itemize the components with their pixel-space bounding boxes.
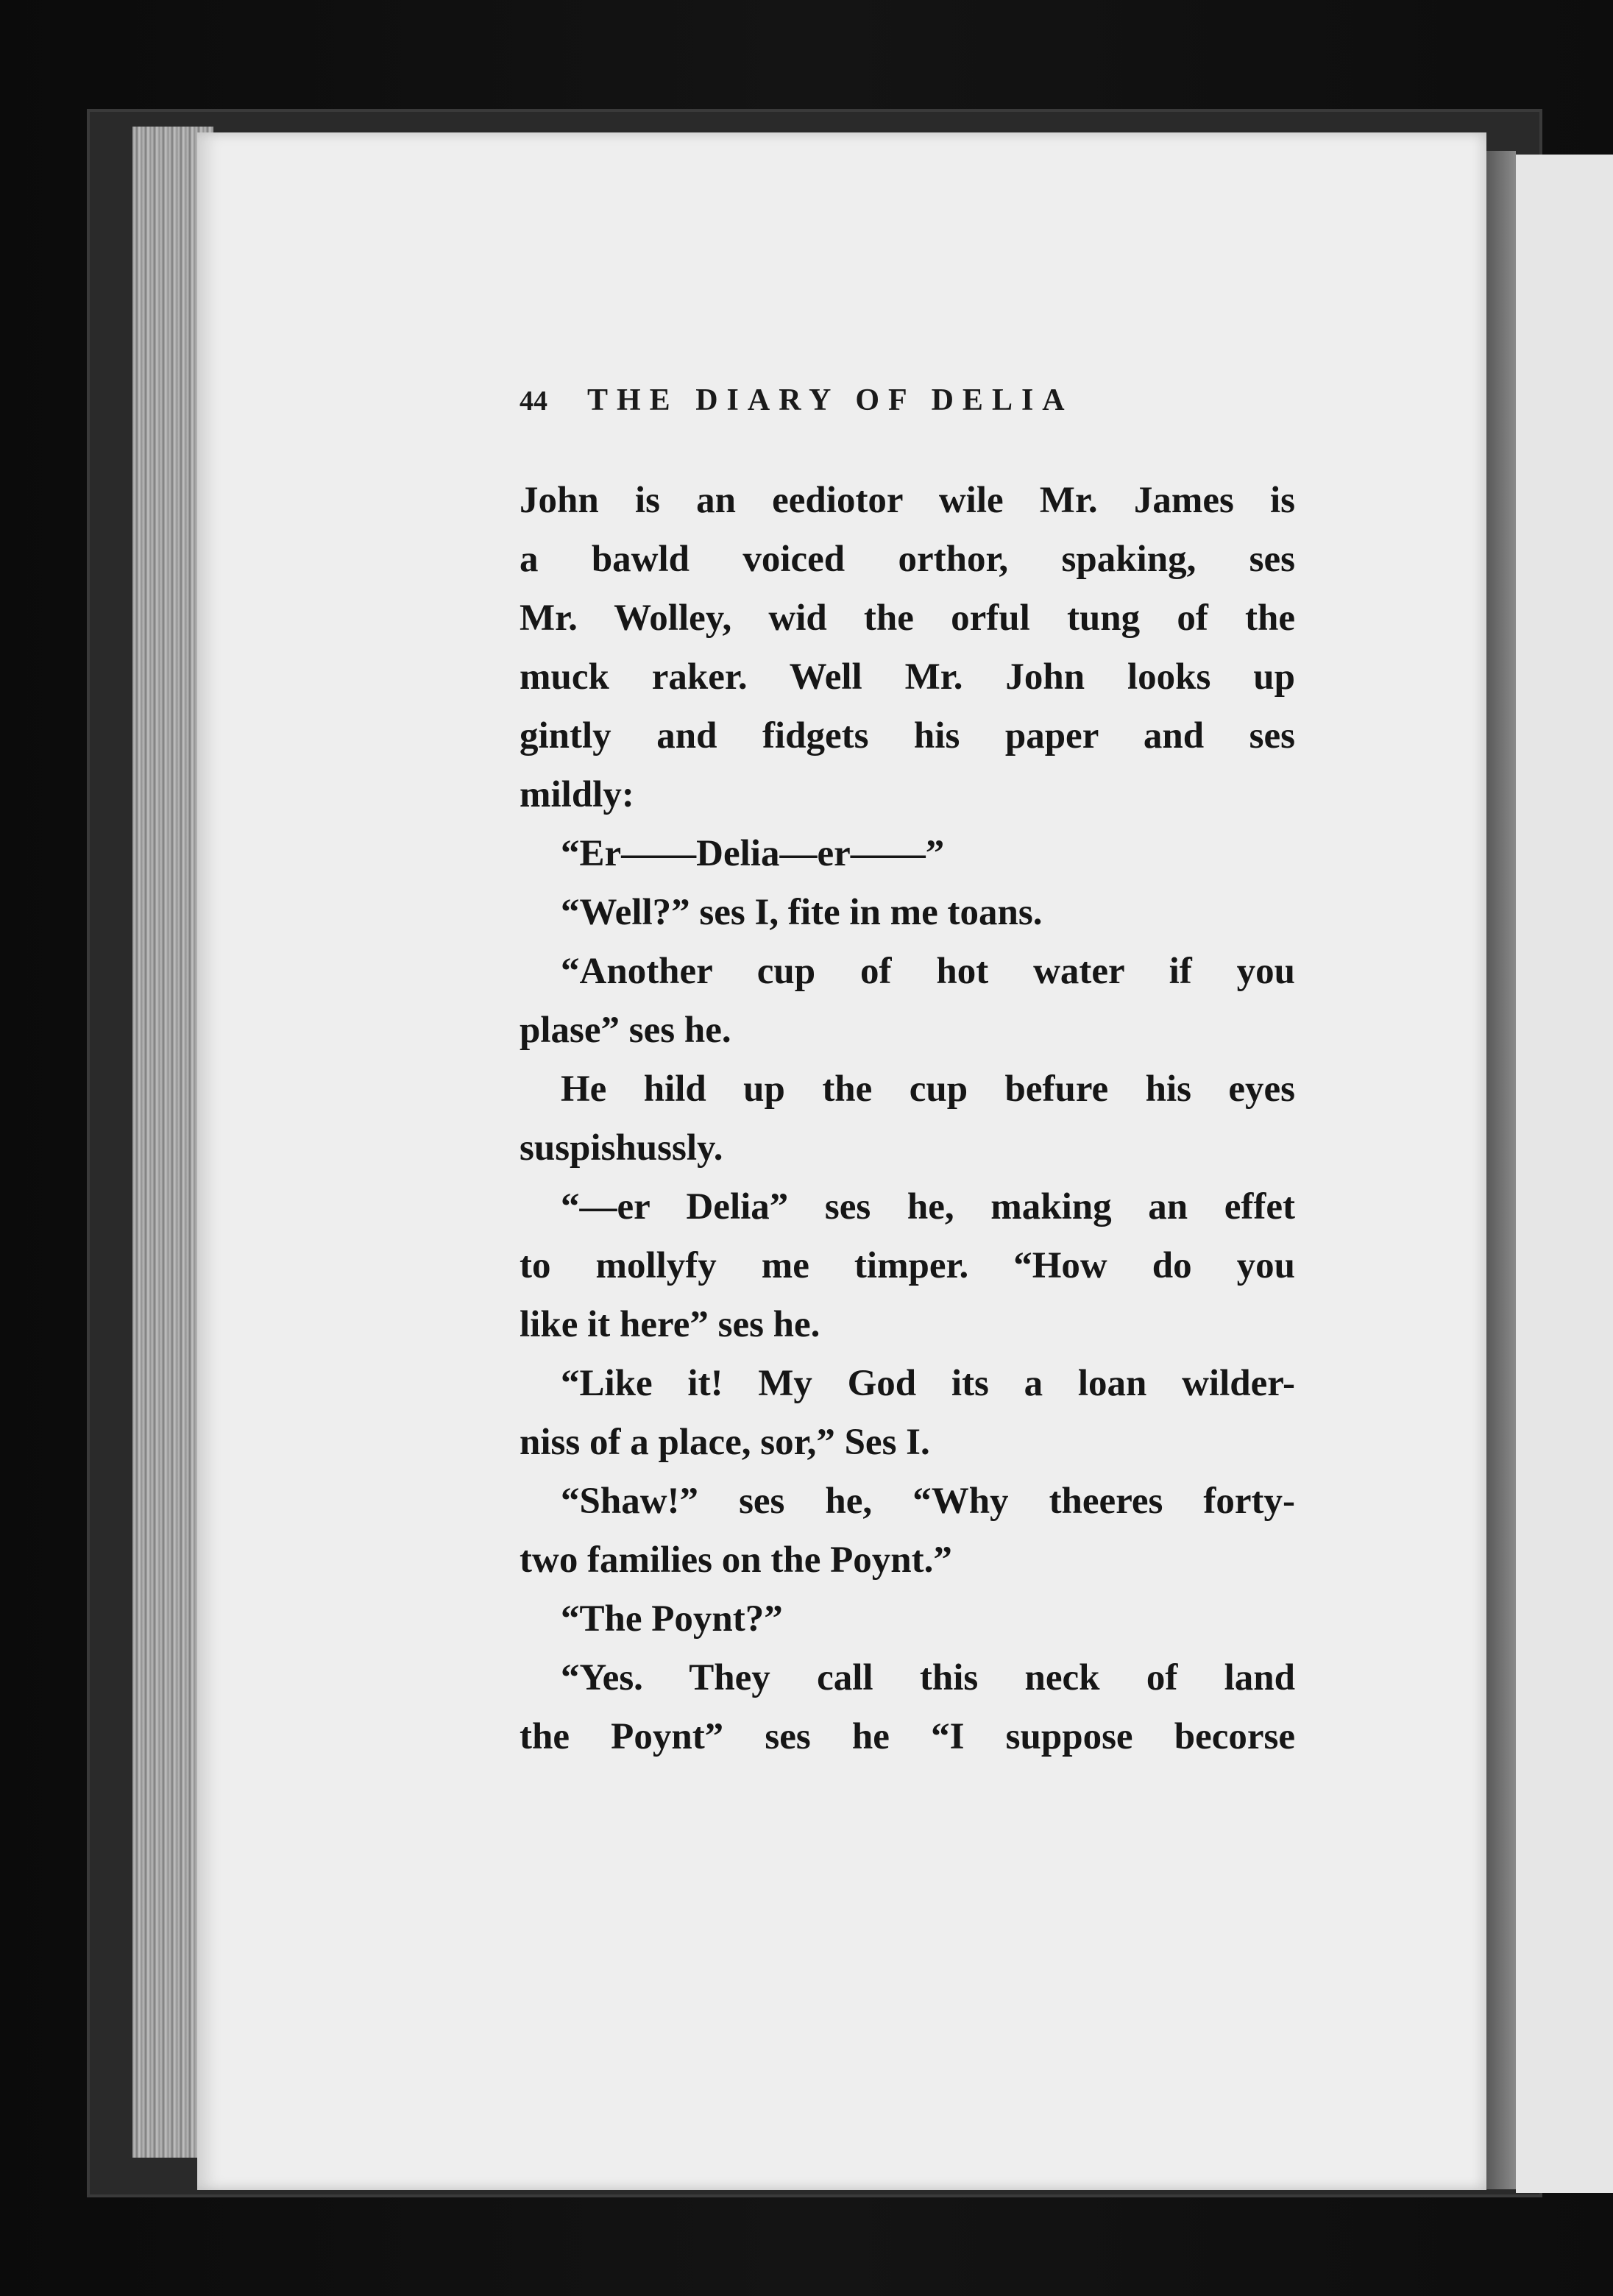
text-line: a bawld voiced orthor, spaking, ses [520,539,1295,580]
text-line: “—er Delia” ses he, making an effet [561,1186,1295,1227]
text-line: like it here” ses he. [520,1304,820,1345]
text-line: “Well?” ses I, fite in me toans. [561,892,1043,933]
text-line: Mr. Wolley, wid the orful tung of the [520,598,1295,639]
text-line: “Yes. They call this neck of land [561,1657,1295,1698]
text-line: “Er——Delia—er——” [561,833,945,874]
running-head [520,383,1300,427]
body-text [520,471,1295,1766]
text-line: the Poynt” ses he “I suppose becorse [520,1716,1295,1757]
text-line: plase” ses he. [520,1010,731,1051]
text-line: two families on the Poynt.” [520,1539,952,1581]
text-line: niss of a place, sor,” Ses I. [520,1422,930,1463]
text-line: muck raker. Well Mr. John looks up [520,656,1295,698]
text-line: He hild up the cup befure his eyes [561,1069,1295,1110]
text-line: John is an eediotor wile Mr. James is [520,480,1295,521]
text-line: gintly and fidgets his paper and ses [520,715,1295,757]
text-line: to mollyfy me timper. “How do you [520,1245,1295,1286]
text-line: “Shaw!” ses he, “Why theeres forty- [561,1481,1295,1522]
text-line: “Another cup of hot water if you [561,951,1295,992]
page-number: 44 [520,386,547,417]
text-line: “Like it! My God its a loan wilder- [561,1363,1295,1404]
book-gutter [1486,151,1516,2189]
text-line: mildly: [520,774,634,815]
running-title: THE DIARY OF DELIA [587,383,1074,417]
facing-page-edge [1516,155,1613,2193]
text-line: “The Poynt?” [561,1598,783,1640]
text-line: suspishussly. [520,1127,723,1169]
